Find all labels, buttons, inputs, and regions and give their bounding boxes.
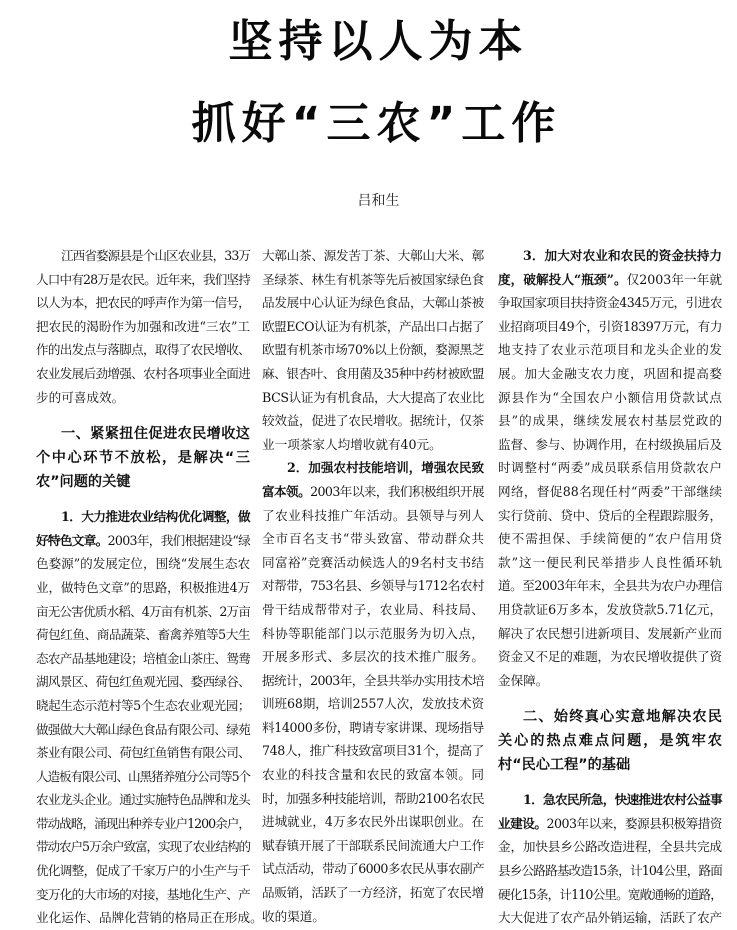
- text-line: 茶业有限公司、荷包红鱼销售有限公司、: [36, 745, 250, 761]
- article-title-line-1: 坚持以人为本: [228, 16, 529, 67]
- text-line: 开展多形式、多层次的技术推广服务。: [262, 649, 484, 665]
- subsection-3-paragraph: [498, 244, 722, 692]
- column-1: [36, 244, 263, 930]
- text-line: 网络，督促88名现任村“两委”干部继续: [498, 483, 722, 499]
- text-line: 收的渠道。: [262, 908, 325, 924]
- subsection-title: 1．大力推进农业结构优化调整，做: [61, 509, 250, 525]
- text-line: 江西省婺源县是个山区农业县，33万: [61, 248, 250, 263]
- text-line: 时调整村“两委”成员联系信用贷款农户: [498, 460, 722, 476]
- text-line: 时，加强多种技能培训，帮助2100名农民: [262, 790, 484, 806]
- text-line: 科协等职能部门以示范服务为切入点，: [262, 625, 484, 641]
- text-line: 把农民的渴盼作为加强和改进“三农”工: [36, 318, 251, 334]
- text-line: 解决了农民想引进新项目、发展新产业而: [498, 625, 722, 641]
- text-line: 同富裕”竞赛活动候选人的9名村支书结: [262, 554, 484, 570]
- text-line: 晓起生态示范村等5个生态农业观光园；: [36, 697, 250, 713]
- heading-line: 一、紧紧扭住促进农民增收这: [61, 426, 250, 443]
- text-line: 欧盟ECO认证为有机茶，产品出口占据了: [262, 318, 484, 334]
- text-line: 对帮带，753名县、乡领导与1712名农村: [262, 578, 484, 594]
- column-3: [498, 244, 722, 930]
- text-line: 富本领。2003年以来，我们积极组织开展: [262, 483, 485, 499]
- text-line: 作的出发点与落脚点，取得了农民增收、: [36, 342, 250, 358]
- subsection-4-paragraph: [498, 788, 722, 930]
- text-line: 农业龙头企业。通过实施特色品牌和龙头: [36, 792, 250, 808]
- text-line: 源县作为“全国农户小额信用贷款试点: [498, 389, 722, 405]
- text-line: 争取国家项目扶持资金4345万元，引进农: [498, 295, 722, 311]
- text-line: 了农业科技推广年活动。县领导与列人: [262, 507, 484, 523]
- subsection-title-end: 业建设。: [498, 815, 547, 831]
- text-line: 业招商项目49个，引资18397万元，有力: [498, 318, 722, 334]
- text-line: 金，加快县乡公路改造进程，全县共完成: [498, 839, 722, 855]
- text-line: 实行贷前、贷中、贷后的全程跟踪服务，: [498, 507, 722, 523]
- text-line: 大鄣山茶、源发苦丁茶、大鄣山大米、鄣: [262, 248, 484, 263]
- text-line: 使不需担保、手续简便的“农户信用贷: [498, 531, 722, 547]
- text-line: 大大促进了农产品外销运输，活跃了农产: [498, 910, 722, 926]
- text-line: 硬化15条，计110公里。宽敞通畅的道路，: [498, 886, 722, 902]
- text-line: 带动战略，涌现出种养专业户1200余户，: [36, 815, 250, 831]
- text-line: 步的可喜成效。: [36, 389, 125, 405]
- text-line: 赋春镇开展了干部联系民间流通大户工作: [262, 837, 484, 853]
- heading-line: 关心的热点难点问题，是筑牢农: [498, 733, 722, 750]
- text-line: 欧盟有机茶市场70%以上份额，婺源黑芝: [262, 342, 484, 358]
- text-line: 农业发展后劲增强、农村各项事业全面进: [36, 365, 250, 381]
- article-author: 吕和生: [357, 193, 400, 209]
- section-heading-1: [36, 422, 250, 494]
- subsection-2-paragraph: [262, 456, 484, 928]
- text-line: 态农产品基地建设；培植金山茶庄、鸳鸯: [36, 650, 250, 666]
- text-line: 带动农户5万余户致富，实现了农业结构的: [36, 839, 250, 855]
- intro-paragraph: [36, 244, 250, 409]
- text-line: 资金又不足的难题，为农民增收提供了资: [498, 649, 722, 665]
- text-line: 骨干结成帮带对子，农业局、科技局、: [262, 601, 484, 617]
- heading-line: 村“民心工程”的基础: [498, 757, 631, 774]
- continued-paragraph: [262, 244, 484, 456]
- text-line: 款”这一便民利民举措步人良性循环轨: [498, 554, 722, 570]
- text-line: 色婺源”的发展定位，围绕“发展生态农: [36, 556, 251, 572]
- text-line: 试点活动，带动了6000多农民从事农副产: [262, 861, 484, 877]
- heading-line: 二、始终真心实意地解决农民: [523, 709, 722, 726]
- text-line: 亩无公害优质水稻、4万亩有机茶、2万亩: [36, 603, 250, 619]
- column-2: [262, 244, 484, 928]
- text-line: BCS认证为有机食品，大大提高了农业比: [262, 389, 484, 405]
- subsection-title: 2．加强农村技能培训，增强农民致: [287, 460, 485, 476]
- text-line: 人口中有28万是农民。近年来，我们坚持: [36, 271, 250, 287]
- text-line: 麻、银杏叶、食用菌及35种中药材被欧盟: [262, 365, 484, 381]
- text-line: 道。至2003年年末，全县共为农户办理信: [498, 578, 722, 594]
- heading-line: 个中心环节不放松，是解决“三: [36, 450, 250, 467]
- text-line: 度，破解投人“瓶颈”。仅2003年一年就: [498, 271, 722, 287]
- text-line: 金保障。: [498, 672, 549, 688]
- text-line: 业建设。2003年以来，婺源县积极筹措资: [498, 815, 722, 831]
- text-line: 进城就业，4万多农民外出谋职创业。在: [262, 814, 484, 830]
- text-line: 农业的科技含量和农民的致富本领。同: [262, 767, 484, 783]
- text-line: 荷包红鱼、商品蔬菜、畜禽养殖等5大生: [36, 627, 250, 643]
- text-line: 好特色文章。2003年，我们根据建设“绿: [36, 532, 250, 548]
- subsection-title-end: 度，破解投人“瓶颈”。: [498, 271, 627, 287]
- text-line: 品贩销，活跃了一方经济，拓宽了农民增: [262, 885, 484, 901]
- text-line: 变万化的大市场的对接，基地化生产、产: [36, 886, 250, 902]
- subsection-1-paragraph: [36, 505, 263, 930]
- text-line: 业一项茶家人均增收就有40元。: [262, 436, 442, 452]
- text-line: 地支持了农业示范项目和龙头企业的发: [498, 342, 722, 358]
- subsection-title-end: 富本领。: [262, 483, 311, 499]
- text-line: 品发展中心认证为绿色食品，大鄣山茶被: [262, 295, 484, 311]
- text-line: 据统计，2003年，全县共举办实用技术培: [262, 672, 484, 688]
- text-line: 湖风景区、荷包红鱼观光园、婺西绿谷、: [36, 674, 250, 690]
- text-line: 全市百名支书“带头致富、带动群众共: [262, 531, 484, 547]
- text-line: 优化调整，促成了千家万户的小生产与千: [36, 863, 250, 879]
- subsection-title-end: 好特色文章。: [36, 532, 108, 548]
- heading-line: 农”问题的关键: [36, 474, 131, 491]
- subsection-title: 1．急农民所急，快速推进农村公益事: [523, 792, 722, 808]
- text-line: 圣绿茶、林生有机茶等先后被国家绿色食: [262, 271, 484, 287]
- text-line: 业，做特色文章”的思路，积极推进4万: [36, 579, 250, 595]
- text-line: 以人为本，把农民的呼声作为第一信号，: [36, 295, 250, 311]
- text-line: 用贷款证6万多本，发放贷款5.71亿元，: [498, 601, 722, 617]
- text-line: 业化运作、品牌化营销的格局正在形成。: [36, 910, 263, 926]
- text-line: 较效益，促进了农民增收。据统计，仅茶: [262, 413, 484, 429]
- text-line: 料14000多份，聘请专家讲课、现场指导: [262, 719, 484, 735]
- section-heading-2: [498, 705, 722, 777]
- text-line: 监督、参与、协调作用，在村级换届后及: [498, 436, 722, 452]
- text-line: 做强做大大鄣山绿色食品有限公司、绿苑: [36, 721, 250, 737]
- text-line: 县乡公路路基改造15条，计104公里，路面: [498, 863, 722, 879]
- text-line: 展。加大金融支农力度，巩固和提高婺: [498, 365, 722, 381]
- text-line: 训班68期，培训2557人次，发放技术资: [262, 696, 484, 712]
- text-line: 人造板有限公司、山黑猪养殖分公司等5个: [36, 768, 250, 784]
- text-line: 748人，推广科技致富项目31个，提高了: [262, 743, 484, 759]
- article-title-line-2: 抓好“三农”工作: [191, 98, 562, 149]
- subsection-title: 3．加大对农业和农民的资金扶持力: [523, 248, 722, 263]
- text-line: 县”的成果，继续发展农村基层党政的: [498, 413, 722, 429]
